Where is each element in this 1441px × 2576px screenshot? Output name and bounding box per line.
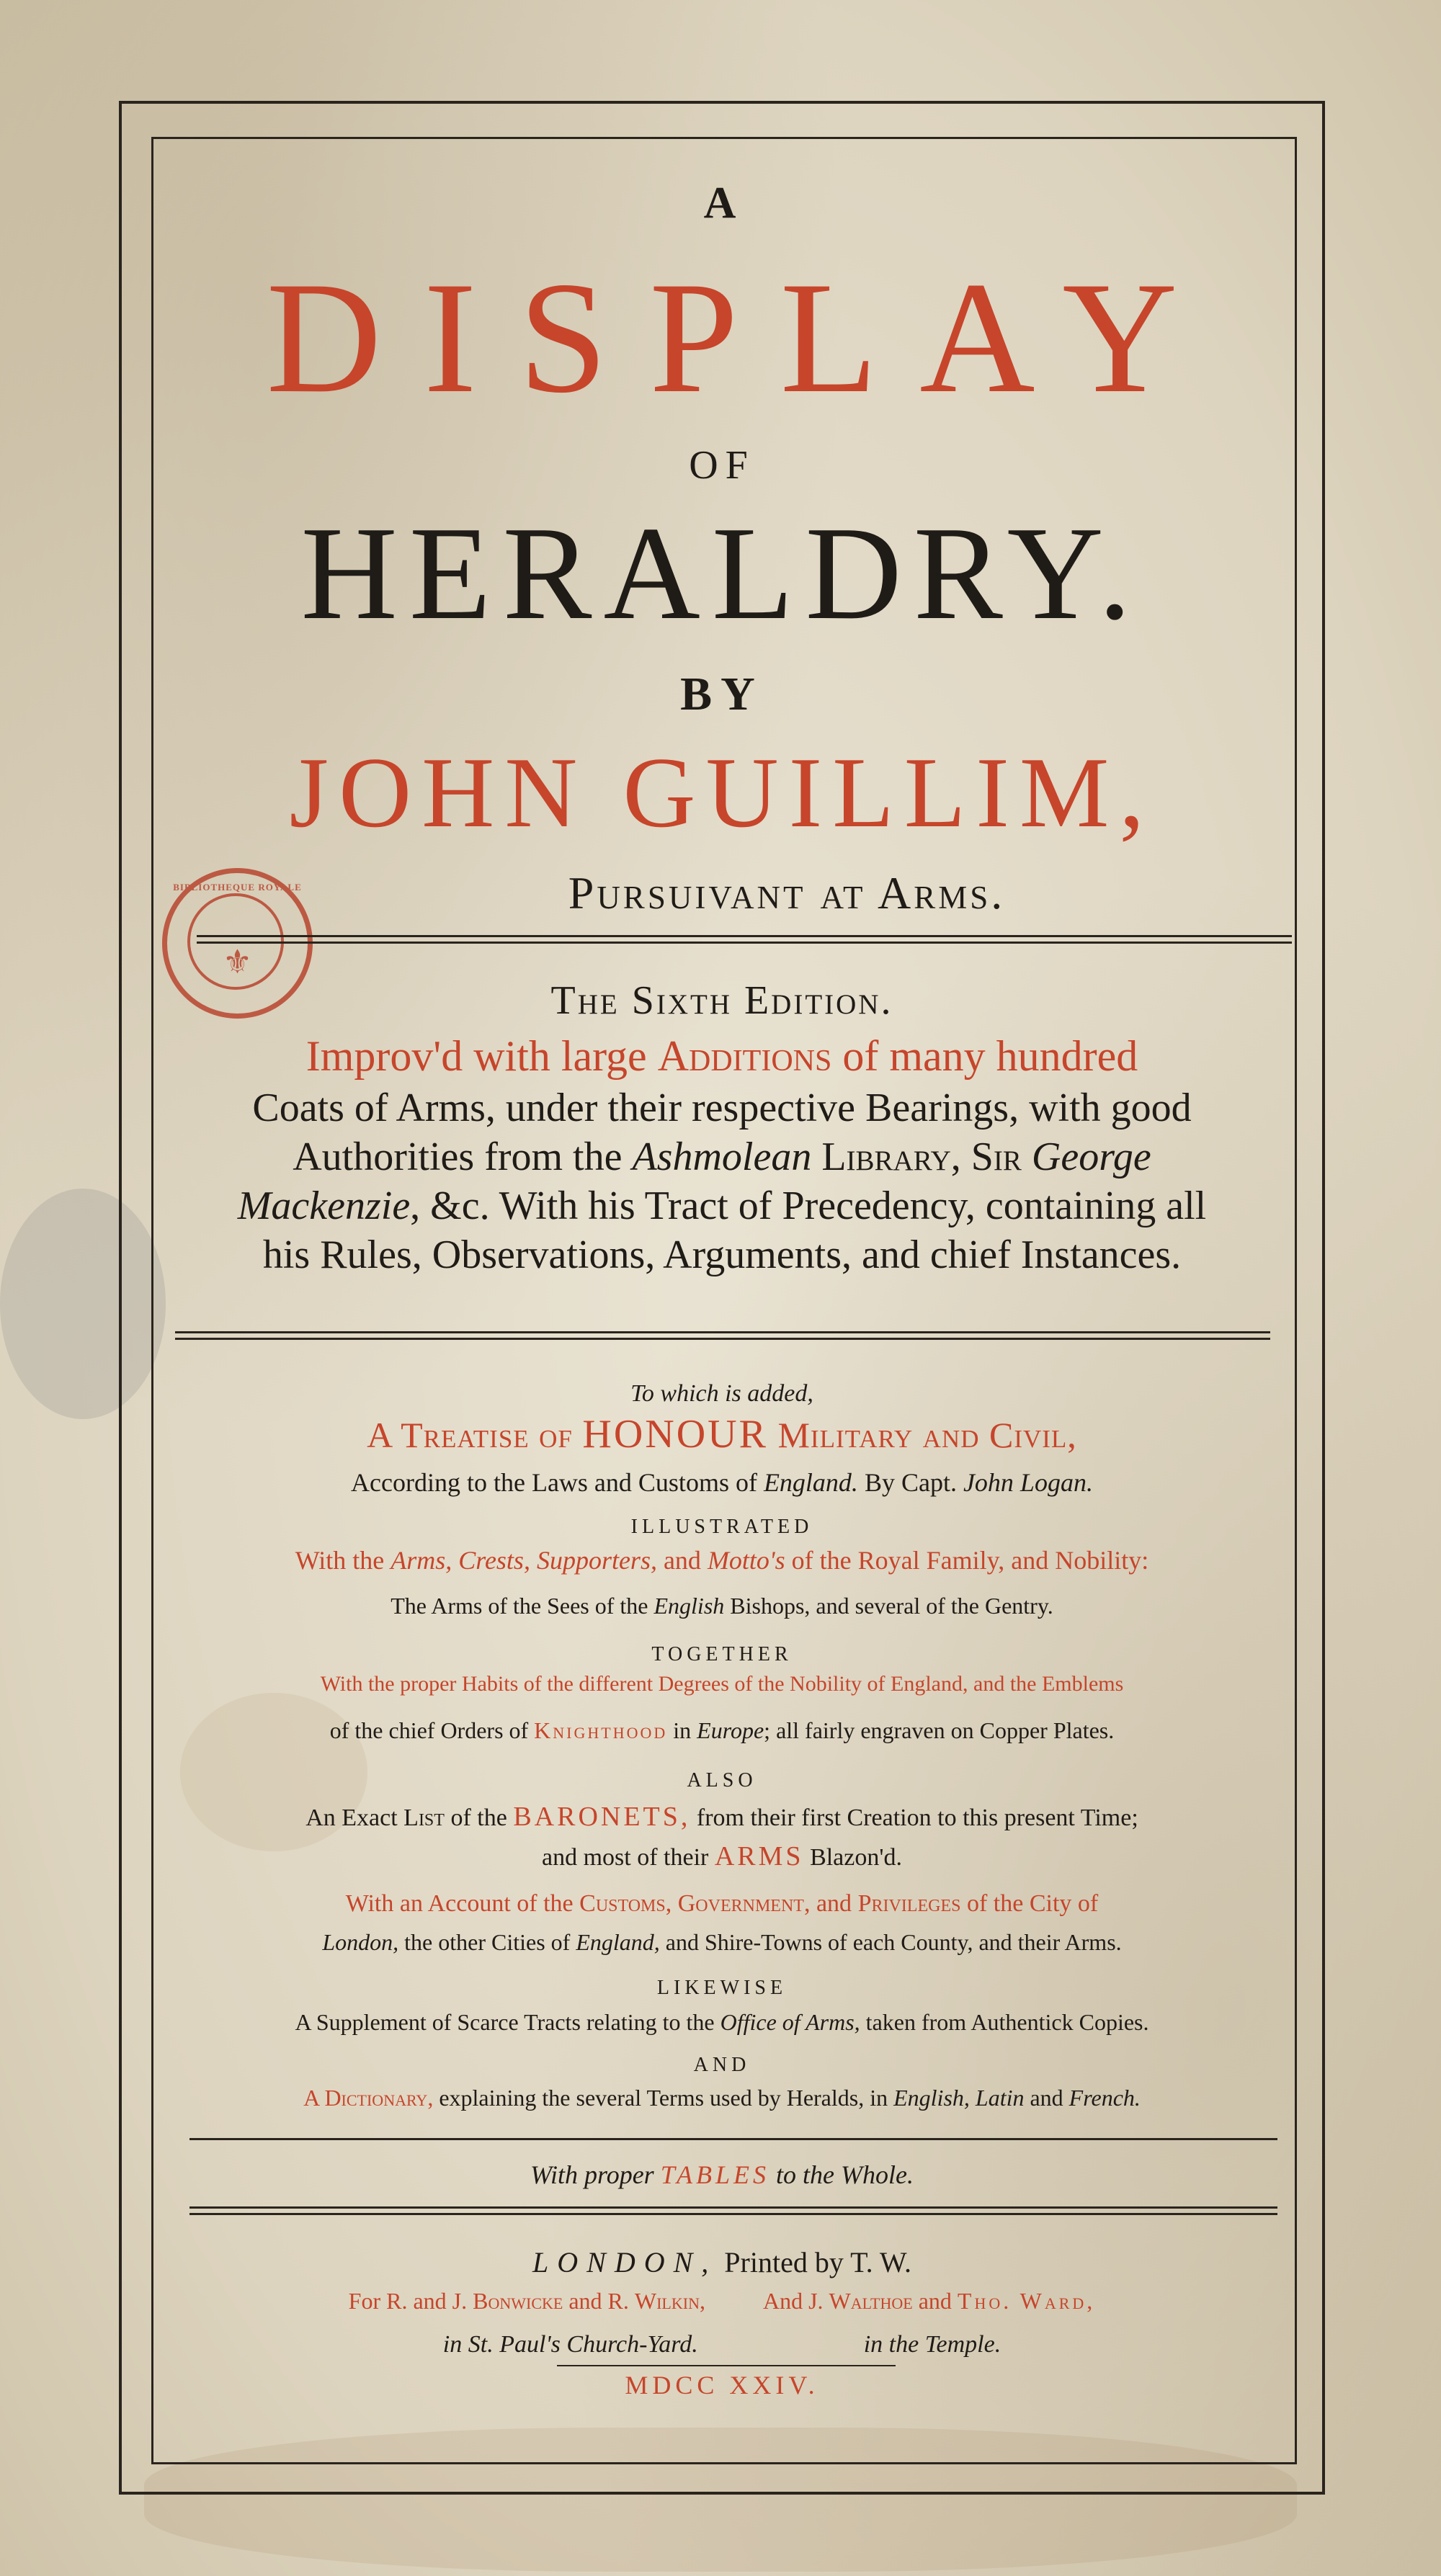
treatise-text: and most of their: [542, 1844, 715, 1871]
treatise-text: Military and Civil,: [767, 1415, 1077, 1455]
edition-text: , &c. With his Tract of Precedency, containing all: [410, 1184, 1207, 1228]
divider: [557, 2365, 896, 2366]
treatise-text: Privileges: [857, 1890, 961, 1917]
treatise-text: England,: [576, 1929, 660, 1955]
treatise-also: ALSO: [687, 1769, 757, 1792]
treatise-text: of the: [444, 1804, 514, 1831]
edition-line-2: Coats of Arms, under their respective Bearings, with good: [252, 1086, 1192, 1130]
treatise-text: London,: [322, 1929, 399, 1955]
imprint-london: [153, 2248, 1290, 2277]
treatise-text: Bishops, and several of the Gentry.: [724, 1593, 1053, 1619]
treatise-according: [153, 1470, 1290, 1495]
treatise-text: from their first Creation to this present Time;: [690, 1804, 1138, 1831]
tables-text: to the Whole.: [769, 2160, 914, 2189]
imprint-text: Wilkin,: [634, 2288, 705, 2314]
title-display: DISPLAY: [266, 249, 1220, 426]
tables-text: With proper: [530, 2160, 661, 2189]
treatise-text: List: [403, 1804, 445, 1831]
treatise-text: French.: [1069, 2085, 1141, 2111]
title-author: JOHN GUILLIM,: [289, 737, 1155, 849]
imprint-text: in the Temple.: [863, 2331, 1001, 2358]
treatise-text: Motto's: [707, 1546, 785, 1575]
imprint-text: And J.: [762, 2288, 829, 2314]
treatise-text: HONOUR: [582, 1412, 768, 1457]
treatise-text: Knighthood: [534, 1717, 668, 1743]
tables-text: TABLES: [660, 2160, 770, 2189]
treatise-text: of the chief Orders of: [329, 1717, 535, 1743]
treatise-habits: With the proper Habits of the different Degrees of the Nobility of England, and the Emblems: [320, 1672, 1124, 1696]
treatise-text: the other Cities of: [398, 1929, 576, 1955]
divider: [175, 1331, 1270, 1340]
treatise-text: of the Royal Family, and Nobility:: [785, 1546, 1149, 1575]
imprint-locations: [153, 2333, 1290, 2357]
divider: [189, 2206, 1277, 2215]
treatise-text: of the City of: [960, 1890, 1099, 1917]
treatise-text: An Exact: [305, 1804, 404, 1831]
treatise-text: English: [653, 1593, 725, 1619]
edition-text: Additions: [657, 1032, 832, 1080]
treatise-london: [153, 1931, 1290, 1954]
imprint-text: Bonwicke: [473, 2288, 563, 2314]
treatise-text: Blazon'd.: [803, 1844, 902, 1871]
edition-heading: The Sixth Edition.: [550, 978, 893, 1023]
imprint-text: in St. Paul's Church-Yard.: [442, 2331, 698, 2358]
treatise-illustrated: ILLUSTRATED: [630, 1516, 813, 1538]
edition-text: Ashmolean: [632, 1135, 812, 1179]
treatise-text: Office of Arms,: [720, 2009, 860, 2035]
treatise-and: AND: [693, 2054, 751, 2076]
treatise-dictionary: [153, 2086, 1290, 2109]
treatise-text: John Logan.: [963, 1468, 1093, 1497]
treatise-text: ; all fairly engraven on Copper Plates.: [764, 1717, 1115, 1743]
fleur-de-lis-icon: ⚜: [222, 944, 253, 980]
treatise-text: English, Latin: [893, 2085, 1025, 2111]
edition-text: George: [1031, 1135, 1151, 1179]
treatise-added: To which is added,: [630, 1380, 813, 1407]
treatise-account: [153, 1892, 1290, 1916]
treatise-text: A Dictionary,: [303, 2085, 434, 2111]
treatise-text: BARONETS,: [513, 1802, 691, 1832]
divider: [189, 2138, 1277, 2140]
treatise-text: The Arms of the Sees of the: [391, 1593, 654, 1619]
edition-text: Improv'd with large: [305, 1032, 658, 1080]
title-by: BY: [680, 668, 764, 720]
treatise-most: [153, 1843, 1290, 1870]
imprint-text: Walthoe: [829, 2288, 913, 2314]
divider: [197, 935, 1292, 944]
edition-text: Mackenzie: [237, 1184, 411, 1228]
treatise-text: With an Account of the: [345, 1890, 580, 1917]
imprint-text: and: [912, 2288, 958, 2314]
imprint-for: [153, 2289, 1290, 2312]
edition-text: Authorities from the: [293, 1135, 633, 1179]
treatise-text: and: [810, 1890, 858, 1917]
title-article: A: [703, 179, 741, 228]
treatise-orders: [153, 1719, 1290, 1742]
treatise-text: By Capt.: [857, 1468, 963, 1497]
edition-text: of many hundred: [831, 1032, 1138, 1080]
treatise-likewise: LIKEWISE: [656, 1977, 788, 1999]
title-of: OF: [689, 443, 755, 488]
treatise-exact: [153, 1803, 1290, 1830]
author-office: Pursuivant at Arms.: [568, 867, 1006, 918]
edition-line-1: [153, 1034, 1290, 1078]
imprint-year: MDCC XXIV.: [625, 2371, 819, 2400]
stamp-text: BIBLIOTHEQUE ROYALE: [173, 882, 302, 893]
treatise-text: explaining the several Terms used by Heralds, in: [433, 2085, 894, 2111]
treatise-text: Customs, Government,: [579, 1890, 811, 1917]
imprint-text: Printed by T. W.: [717, 2246, 911, 2278]
treatise-text: ARMS: [714, 1841, 804, 1871]
treatise-text: With the: [295, 1546, 391, 1575]
treatise-title: [153, 1412, 1290, 1457]
edition-line-5: his Rules, Observations, Arguments, and chief Instances.: [262, 1233, 1182, 1277]
title-heraldry: HERALDRY.: [300, 499, 1143, 648]
treatise-with: [153, 1547, 1290, 1573]
imprint-text: Tho. Ward,: [957, 2288, 1096, 2314]
treatise-text: A Supplement of Scarce Tracts relating to the: [295, 2009, 720, 2035]
treatise-text: Europe: [697, 1717, 764, 1743]
treatise-text: and: [656, 1546, 708, 1575]
treatise-text: and Shire-Towns of each County, and their Arms.: [659, 1929, 1122, 1955]
treatise-together: TOGETHER: [651, 1643, 793, 1665]
treatise-text: According to the Laws and Customs of: [351, 1468, 764, 1497]
treatise-text: England.: [763, 1468, 858, 1497]
tables-line: [153, 2162, 1290, 2188]
edition-text: Library, Sir: [811, 1135, 1032, 1179]
imprint-text: LONDON,: [532, 2246, 718, 2278]
treatise-text: in: [667, 1717, 697, 1743]
treatise-sees: [153, 1594, 1290, 1617]
treatise-text: A Treatise of: [367, 1415, 583, 1455]
treatise-text: taken from Authentick Copies.: [860, 2009, 1149, 2035]
edition-line-4: [153, 1186, 1290, 1226]
treatise-text: and: [1024, 2085, 1069, 2111]
imprint-text: and R.: [563, 2288, 635, 2314]
treatise-supplement: [153, 2011, 1290, 2034]
edition-line-3: [153, 1137, 1290, 1177]
imprint-text: For R. and J.: [348, 2288, 473, 2314]
treatise-text: Arms, Crests, Supporters,: [391, 1546, 657, 1575]
